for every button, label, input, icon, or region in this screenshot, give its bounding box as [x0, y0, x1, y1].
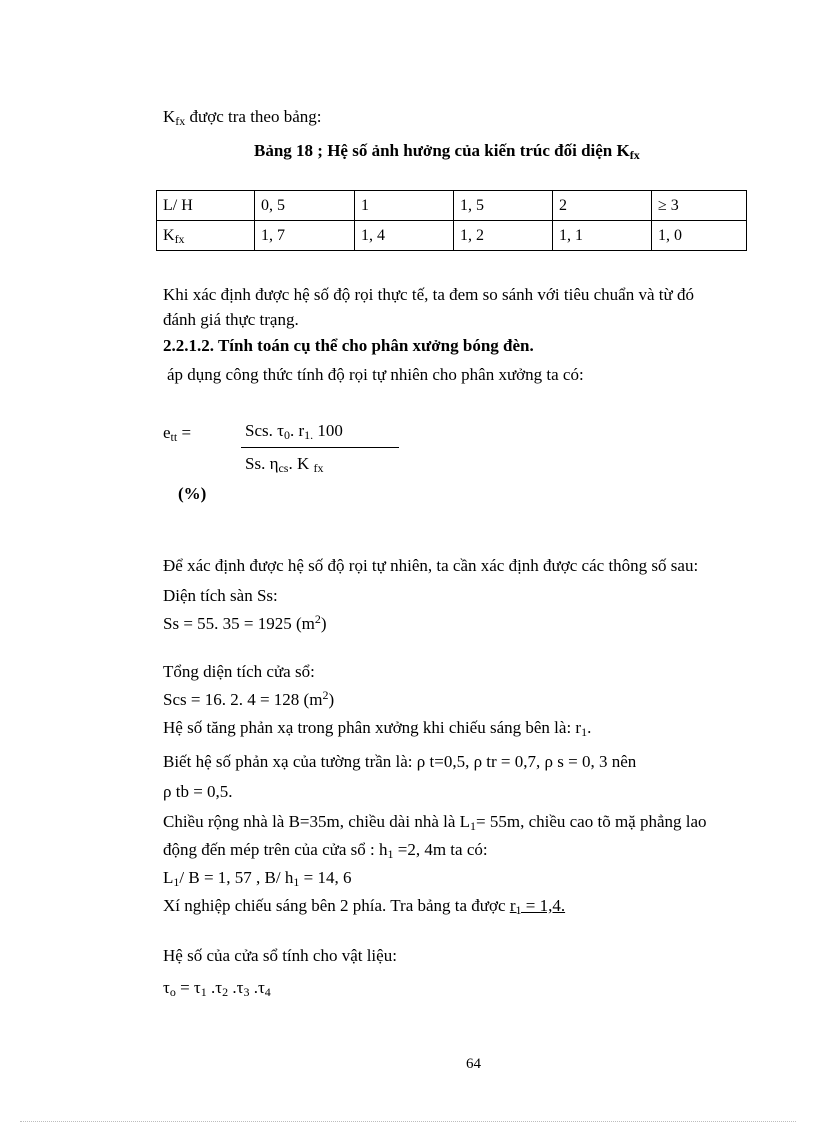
section-heading: 2.2.1.2. Tính toán cụ thể cho phân xưởng bóng đèn. — [163, 336, 534, 355]
text-line: ρ tb = 0,5. — [163, 782, 233, 801]
formula-numerator: Scs. $\tau_0$. $r_{1.}$ 100 — [245, 421, 343, 442]
text-line: Tổng diện tích cửa sổ: — [163, 662, 315, 681]
formula-denominator: Ss. $\eta_{cs}$. K $_{fx}$ — [245, 454, 324, 475]
table-row-values — [157, 221, 747, 251]
text-line: Chiều rộng nhà là B=35m, chiều dài nhà là $L_1= 55m$, chiều cao tõ mặ phẳng lao — [163, 812, 707, 833]
formula-lhs: $e_{tt}$ = — [163, 423, 192, 444]
table-cell: 1, 4 — [355, 221, 454, 251]
formula-tau: $\tau_o = \tau_1$ $.\tau_2$ $.\tau_3$ $.\tau_4$ — [163, 978, 271, 999]
table-cell: L/ H — [157, 191, 255, 221]
text-line: Xí nghiệp chiếu sáng bên 2 phía. Tra bảng ta được $r_1 = 1,4$. — [163, 896, 566, 917]
table-cell: 1, 5 — [454, 191, 553, 221]
table-cell: 1, 0 — [652, 221, 747, 251]
text-line: Scs = 16. 2. 4 = 128 $(m^2)$ — [163, 688, 335, 709]
text-line: Hệ số tăng phản xạ trong phân xưởng khi chiếu sáng bên là: $r_1$. — [163, 718, 592, 739]
text-line: Diện tích sàn Ss: — [163, 586, 278, 605]
table-caption: Bảng 18 ; Hệ số ảnh hưởng của kiến trúc đối diện $K_{fx}$ — [254, 141, 640, 162]
para1-line1: Khi xác định được hệ số độ rọi thực tế, ta đem so sánh với tiêu chuẩn và từ đó — [163, 285, 694, 304]
table-row-header — [157, 191, 747, 221]
fraction-line — [241, 447, 399, 448]
para1-line2: đánh giá thực trạng. — [163, 310, 299, 329]
kfx-table — [156, 190, 747, 251]
table-cell: 0, 5 — [255, 191, 355, 221]
text-line: động đến mép trên của cửa sổ : $h_1 =2$, 4m ta có: — [163, 840, 488, 861]
table-cell: 2 — [553, 191, 652, 221]
text-line: $L_1/$ B = 1, 57 , B/ $h_1 = 14$, 6 — [163, 868, 352, 889]
table-cell: 1, 7 — [255, 221, 355, 251]
text-line: Hệ số của cửa sổ tính cho vật liệu: — [163, 946, 397, 965]
page-divider — [20, 1121, 796, 1122]
text-line: Biết hệ số phản xạ của tường trần là: ρ t=0,5, ρ tr = 0,7, ρ s = 0, 3 nên — [163, 752, 637, 771]
table-cell: 1, 1 — [553, 221, 652, 251]
page-number: 64 — [466, 1056, 481, 1072]
formula-unit: (%) — [178, 484, 207, 503]
intro-line: $K_{fx}$ được tra theo bảng: — [163, 107, 322, 128]
text-line: Để xác định được hệ số độ rọi tự nhiên, ta cần xác định được các thông số sau: — [163, 556, 699, 575]
table-cell-label: $K_{fx}$ — [157, 221, 255, 251]
apply-text: áp dụng công thức tính độ rọi tự nhiên cho phân xưởng ta có: — [167, 365, 584, 384]
table-cell: 1 — [355, 191, 454, 221]
table-cell: ≥ 3 — [652, 191, 747, 221]
table-cell: 1, 2 — [454, 221, 553, 251]
text-line: Ss = 55. 35 = 1925 $(m^2)$ — [163, 612, 327, 633]
